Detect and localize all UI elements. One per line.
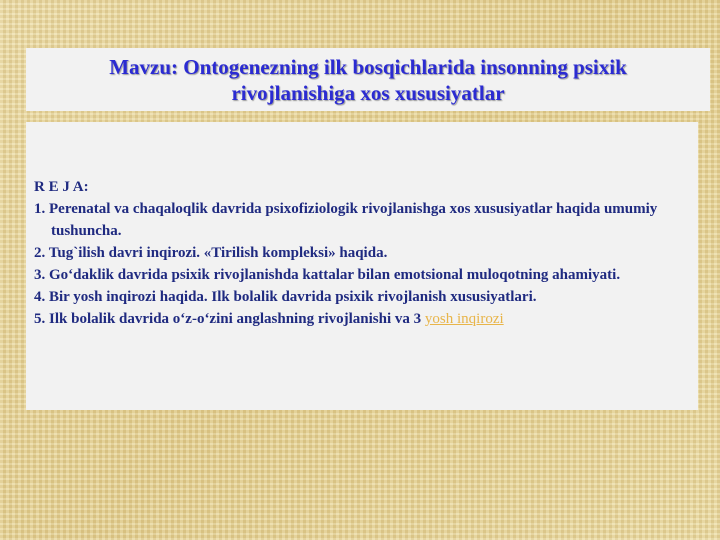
plan-item-2: 2. Tug`ilish davri inqirozi. «Tirilish kompleksi» haqida. (34, 245, 388, 261)
content-panel (26, 122, 698, 410)
plan-item-1: 1. Perenatal va chaqaloqlik davrida psixofiziologik rivojlanishga xos xususiyatlar haqida umumiy tushuncha. (34, 201, 658, 239)
plan-list (34, 198, 684, 330)
plan-section (34, 176, 684, 330)
yosh-inqirozi-link[interactable]: yosh inqirozi (424, 311, 504, 327)
plan-item-3: 3. Go‘daklik davrida psixik rivojlanishda kattalar bilan emotsional muloqotning ahamiyati. (34, 267, 621, 283)
title-panel (26, 48, 710, 111)
plan-item-5-text: 5. Ilk bolalik davrida o‘z-o‘zini anglashning rivojlanishi va 3 (34, 311, 425, 327)
slide-title: Mavzu: Ontogenezning ilk bosqichlarida insonning psixik rivojlanishiga xos xususiyatlar (109, 54, 627, 105)
plan-heading: R E J A: (34, 179, 89, 195)
plan-item-5 (34, 308, 684, 330)
plan-item-4: 4. Bir yosh inqirozi haqida. Ilk bolalik davrida psixik rivojlanish xususiyatlari. (34, 289, 537, 305)
